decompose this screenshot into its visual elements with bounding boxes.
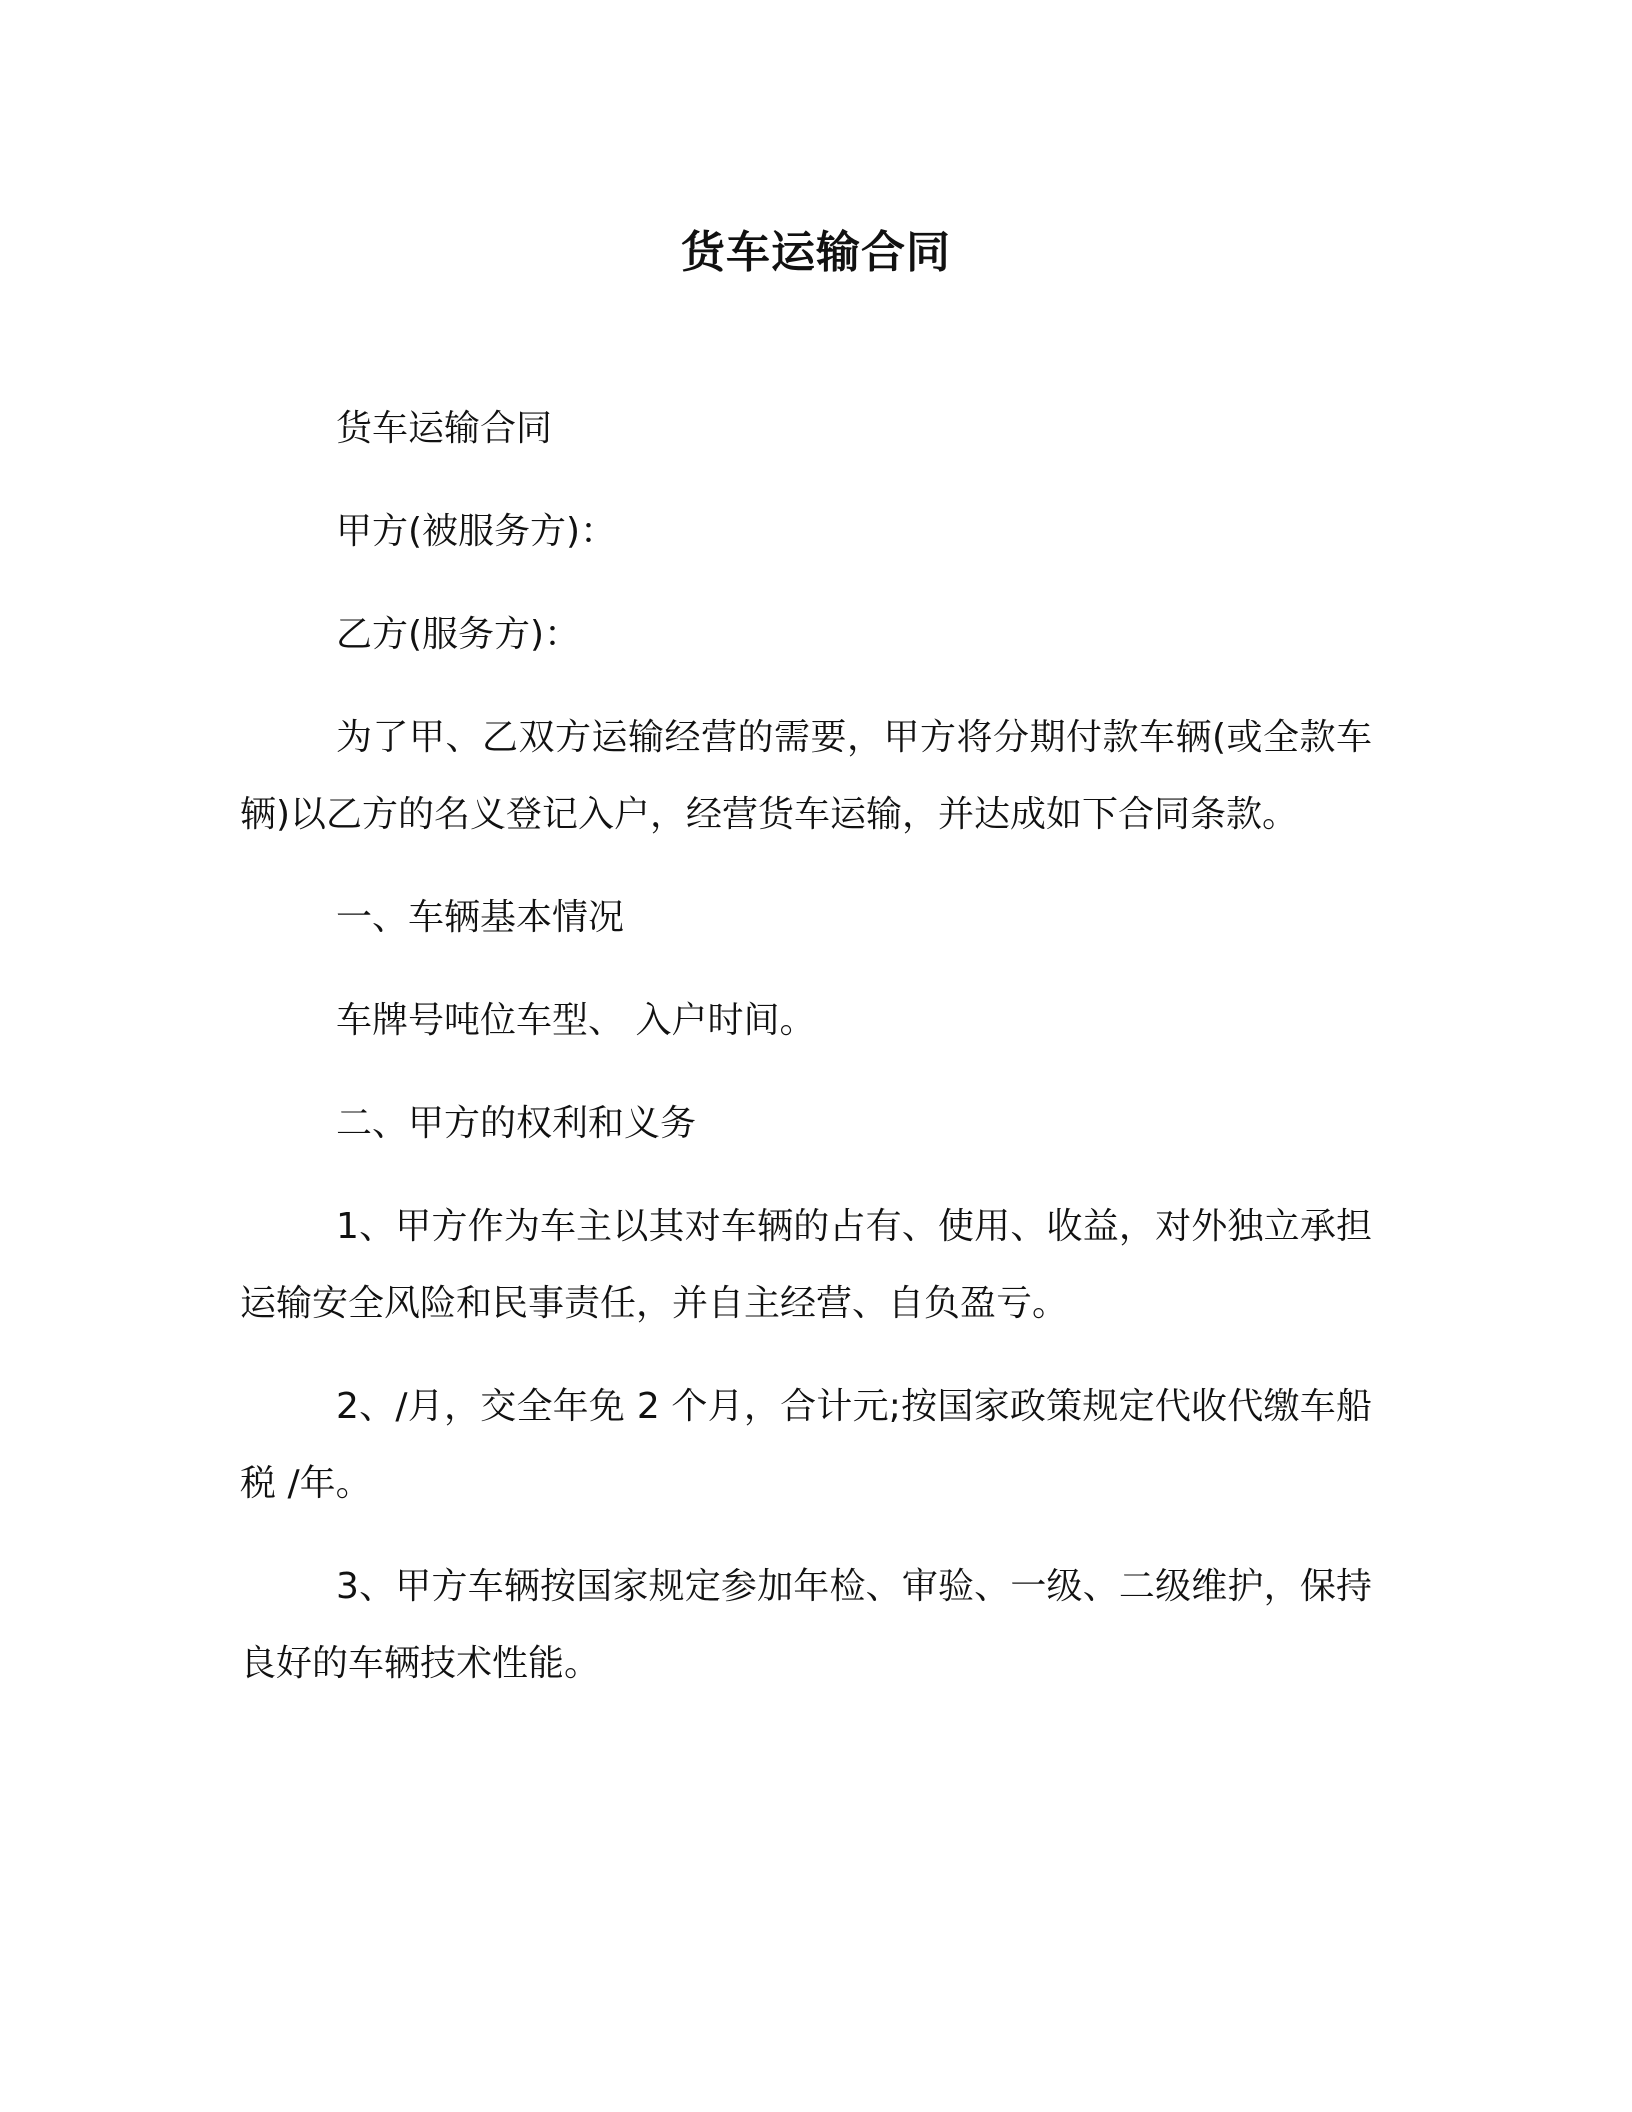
paragraph-preamble: 为了甲、乙双方运输经营的需要，甲方将分期付款车辆(或全款车辆)以乙方的名义登记入户，经营货车运输，并达成如下合同条款。 — [240, 717, 1372, 835]
section-heading-vehicle: 一、车辆基本情况 — [336, 897, 625, 938]
paragraph-heading: 货车运输合同 — [336, 408, 553, 449]
section-heading-rights: 二、甲方的权利和义务 — [336, 1103, 697, 1144]
document-title: 货车运输合同 — [681, 227, 951, 278]
paragraph-party-a: 甲方(被服务方)： — [336, 511, 617, 552]
clause-3: 3、甲方车辆按国家规定参加年检、审验、一级、二级维护，保持良好的车辆技术性能。 — [240, 1566, 1372, 1684]
paragraph-vehicle-info: 车牌号吨位车型、 入户时间。 — [336, 1000, 816, 1041]
clause-1: 1、甲方作为车主以其对车辆的占有、使用、收益，对外独立承担运输安全风险和民事责任，并自主经营、自负盈亏。 — [240, 1206, 1372, 1324]
paragraph-party-b: 乙方(服务方)： — [336, 614, 581, 655]
document-body — [240, 390, 1372, 1728]
clause-2: 2、/月，交全年免 2 个月，合计元;按国家政策规定代收代缴车船税 /年。 — [240, 1386, 1372, 1504]
